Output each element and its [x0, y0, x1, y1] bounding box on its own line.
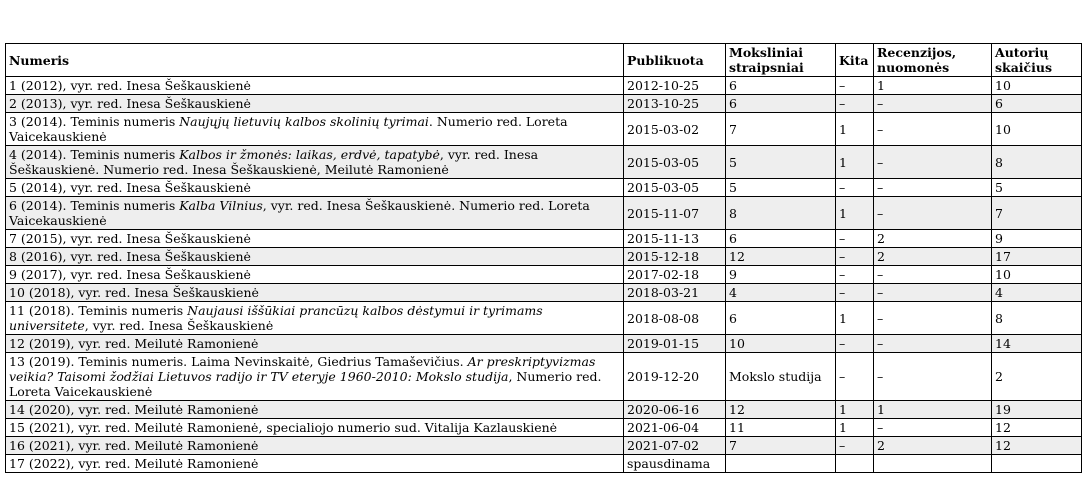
cell-kita: – [836, 179, 874, 197]
cell-kita: 1 [836, 113, 874, 146]
cell-moksliniai-straipsniai: 12 [726, 248, 836, 266]
header-numeris: Numeris [6, 44, 624, 77]
cell-publikuota: 2015-03-05 [624, 179, 726, 197]
cell-kita: – [836, 95, 874, 113]
cell-numeris [6, 113, 624, 146]
cell-publikuota: 2021-06-04 [624, 419, 726, 437]
cell-recenzijos: – [874, 419, 992, 437]
cell-kita: – [836, 266, 874, 284]
cell-publikuota: spausdinama [624, 455, 726, 473]
table-row [6, 230, 1082, 248]
header-moksliniai-straipsniai: Moksliniai straipsniai [726, 44, 836, 77]
cell-autoriu-skaicius: 10 [992, 77, 1082, 95]
table-row [6, 437, 1082, 455]
cell-numeris [6, 248, 624, 266]
table-row [6, 179, 1082, 197]
cell-autoriu-skaicius: 9 [992, 230, 1082, 248]
cell-numeris [6, 437, 624, 455]
issue-text: 3 (2014). Teminis numeris [9, 114, 180, 129]
cell-recenzijos: 2 [874, 248, 992, 266]
issue-text: 6 (2014). Teminis numeris [9, 198, 180, 213]
header-row [6, 44, 1082, 77]
header-publikuota: Publikuota [624, 44, 726, 77]
issues-table [5, 43, 1082, 473]
issue-text: 2 (2013), vyr. red. Inesa Šeškauskienė [9, 96, 251, 111]
cell-numeris [6, 419, 624, 437]
cell-recenzijos [874, 455, 992, 473]
header-kita: Kita [836, 44, 874, 77]
cell-autoriu-skaicius: 17 [992, 248, 1082, 266]
cell-numeris [6, 455, 624, 473]
cell-autoriu-skaicius: 5 [992, 179, 1082, 197]
cell-recenzijos: – [874, 284, 992, 302]
cell-recenzijos: – [874, 266, 992, 284]
cell-moksliniai-straipsniai: 10 [726, 335, 836, 353]
cell-publikuota: 2021-07-02 [624, 437, 726, 455]
cell-publikuota: 2013-10-25 [624, 95, 726, 113]
cell-kita: – [836, 284, 874, 302]
cell-autoriu-skaicius: 10 [992, 266, 1082, 284]
cell-recenzijos: – [874, 95, 992, 113]
cell-moksliniai-straipsniai: 6 [726, 95, 836, 113]
cell-numeris [6, 77, 624, 95]
cell-autoriu-skaicius: 12 [992, 419, 1082, 437]
cell-moksliniai-straipsniai: 6 [726, 77, 836, 95]
cell-moksliniai-straipsniai: 7 [726, 113, 836, 146]
issue-text: 7 (2015), vyr. red. Inesa Šeškauskienė [9, 231, 251, 246]
cell-autoriu-skaicius: 4 [992, 284, 1082, 302]
cell-autoriu-skaicius: 10 [992, 113, 1082, 146]
cell-kita: – [836, 437, 874, 455]
issue-text: 11 (2018). Teminis numeris [9, 303, 188, 318]
cell-publikuota: 2019-12-20 [624, 353, 726, 401]
cell-moksliniai-straipsniai: 8 [726, 197, 836, 230]
issue-theme-title: Ar preskriptyvizmas veikia? Taisomi žodžiai Lietuvos radijo ir TV eteryje 1960-2010: Mokslo studija [9, 354, 596, 384]
table-row [6, 419, 1082, 437]
cell-kita: – [836, 248, 874, 266]
cell-recenzijos: 2 [874, 230, 992, 248]
cell-recenzijos: – [874, 335, 992, 353]
cell-publikuota: 2015-12-18 [624, 248, 726, 266]
header-autoriu-skaicius: Autorių skaičius [992, 44, 1082, 77]
table-row [6, 401, 1082, 419]
cell-kita: 1 [836, 197, 874, 230]
cell-publikuota: 2020-06-16 [624, 401, 726, 419]
issue-text: 13 (2019). Teminis numeris. Laima Nevinskaitė, Giedrius Tamaševičius. [9, 354, 468, 369]
cell-numeris [6, 302, 624, 335]
cell-autoriu-skaicius: 8 [992, 302, 1082, 335]
table-row [6, 335, 1082, 353]
issue-text: 1 (2012), vyr. red. Inesa Šeškauskienė [9, 78, 251, 93]
cell-autoriu-skaicius: 7 [992, 197, 1082, 230]
cell-autoriu-skaicius [992, 455, 1082, 473]
cell-publikuota: 2015-11-07 [624, 197, 726, 230]
cell-autoriu-skaicius: 6 [992, 95, 1082, 113]
issue-text: 9 (2017), vyr. red. Inesa Šeškauskienė [9, 267, 251, 282]
issue-text: 10 (2018), vyr. red. Inesa Šeškauskienė [9, 285, 259, 300]
cell-numeris [6, 95, 624, 113]
table-row [6, 146, 1082, 179]
cell-moksliniai-straipsniai: 5 [726, 146, 836, 179]
cell-moksliniai-straipsniai: 5 [726, 179, 836, 197]
issue-text: 8 (2016), vyr. red. Inesa Šeškauskienė [9, 249, 251, 264]
table-row [6, 302, 1082, 335]
cell-recenzijos: – [874, 179, 992, 197]
cell-kita: – [836, 230, 874, 248]
issue-text: 15 (2021), vyr. red. Meilutė Ramonienė, specialiojo numerio sud. Vitalija Kazlauskienė [9, 420, 558, 435]
header-recenzijos: Recenzijos, nuomonės [874, 44, 992, 77]
cell-autoriu-skaicius: 8 [992, 146, 1082, 179]
issue-text: 4 (2014). Teminis numeris [9, 147, 180, 162]
cell-recenzijos: – [874, 146, 992, 179]
cell-kita: 1 [836, 401, 874, 419]
cell-publikuota: 2017-02-18 [624, 266, 726, 284]
cell-numeris [6, 230, 624, 248]
cell-kita: – [836, 335, 874, 353]
cell-kita [836, 455, 874, 473]
cell-kita: – [836, 77, 874, 95]
cell-kita: 1 [836, 419, 874, 437]
cell-moksliniai-straipsniai: 9 [726, 266, 836, 284]
cell-numeris [6, 284, 624, 302]
cell-kita: 1 [836, 302, 874, 335]
cell-publikuota: 2018-08-08 [624, 302, 726, 335]
cell-numeris [6, 353, 624, 401]
cell-numeris [6, 179, 624, 197]
issue-text: , vyr. red. Inesa Šeškauskienė. Numerio red. Inesa Šeškauskienė, Meilutė Ramonienė [9, 147, 539, 177]
table-row [6, 248, 1082, 266]
issue-text: , vyr. red. Inesa Šeškauskienė [84, 318, 274, 333]
cell-moksliniai-straipsniai: 6 [726, 302, 836, 335]
cell-numeris [6, 335, 624, 353]
issue-theme-title: Naujausi iššūkiai prancūzų kalbos dėstymui ir tyrimams universitete [9, 303, 543, 333]
cell-autoriu-skaicius: 14 [992, 335, 1082, 353]
table-row [6, 266, 1082, 284]
issue-text: 16 (2021), vyr. red. Meilutė Ramonienė [9, 438, 259, 453]
cell-moksliniai-straipsniai: 6 [726, 230, 836, 248]
cell-moksliniai-straipsniai: 12 [726, 401, 836, 419]
issue-text: 17 (2022), vyr. red. Meilutė Ramonienė [9, 456, 259, 471]
cell-numeris [6, 266, 624, 284]
cell-publikuota: 2012-10-25 [624, 77, 726, 95]
cell-recenzijos: – [874, 197, 992, 230]
cell-recenzijos: 1 [874, 401, 992, 419]
cell-moksliniai-straipsniai: 11 [726, 419, 836, 437]
table-row [6, 113, 1082, 146]
issue-text: 5 (2014), vyr. red. Inesa Šeškauskienė [9, 180, 251, 195]
cell-autoriu-skaicius: 19 [992, 401, 1082, 419]
cell-numeris [6, 401, 624, 419]
issue-text: . Numerio red. Loreta Vaicekauskienė [9, 114, 568, 144]
cell-recenzijos: – [874, 302, 992, 335]
issue-text: 14 (2020), vyr. red. Meilutė Ramonienė [9, 402, 259, 417]
cell-recenzijos: – [874, 113, 992, 146]
cell-publikuota: 2019-01-15 [624, 335, 726, 353]
cell-kita: – [836, 353, 874, 401]
cell-kita: 1 [836, 146, 874, 179]
cell-recenzijos: 1 [874, 77, 992, 95]
table-row [6, 77, 1082, 95]
cell-autoriu-skaicius: 12 [992, 437, 1082, 455]
cell-publikuota: 2015-11-13 [624, 230, 726, 248]
cell-publikuota: 2015-03-05 [624, 146, 726, 179]
cell-numeris [6, 197, 624, 230]
cell-publikuota: 2018-03-21 [624, 284, 726, 302]
issue-text: 12 (2019), vyr. red. Meilutė Ramonienė [9, 336, 259, 351]
issue-text: , vyr. red. Inesa Šeškauskienė. Numerio red. Loreta Vaicekauskienė [9, 198, 590, 228]
issue-theme-title: Kalbos ir žmonės: laikas, erdvė, tapatybė [179, 147, 440, 162]
cell-recenzijos: – [874, 353, 992, 401]
issue-text: , Numerio red. Loreta Vaicekauskienė [9, 369, 602, 399]
table-row [6, 95, 1082, 113]
issue-theme-title: Kalba Vilnius [179, 198, 263, 213]
table-body [6, 77, 1082, 473]
cell-moksliniai-straipsniai [726, 455, 836, 473]
table-row [6, 197, 1082, 230]
cell-recenzijos: 2 [874, 437, 992, 455]
issue-theme-title: Naujųjų lietuvių kalbos skolinių tyrimai [179, 114, 429, 129]
cell-publikuota: 2015-03-02 [624, 113, 726, 146]
cell-moksliniai-straipsniai: 7 [726, 437, 836, 455]
cell-moksliniai-straipsniai: 4 [726, 284, 836, 302]
table-row [6, 284, 1082, 302]
cell-moksliniai-straipsniai: Mokslo studija [726, 353, 836, 401]
table-row [6, 455, 1082, 473]
cell-autoriu-skaicius: 2 [992, 353, 1082, 401]
table-row [6, 353, 1082, 401]
cell-numeris [6, 146, 624, 179]
